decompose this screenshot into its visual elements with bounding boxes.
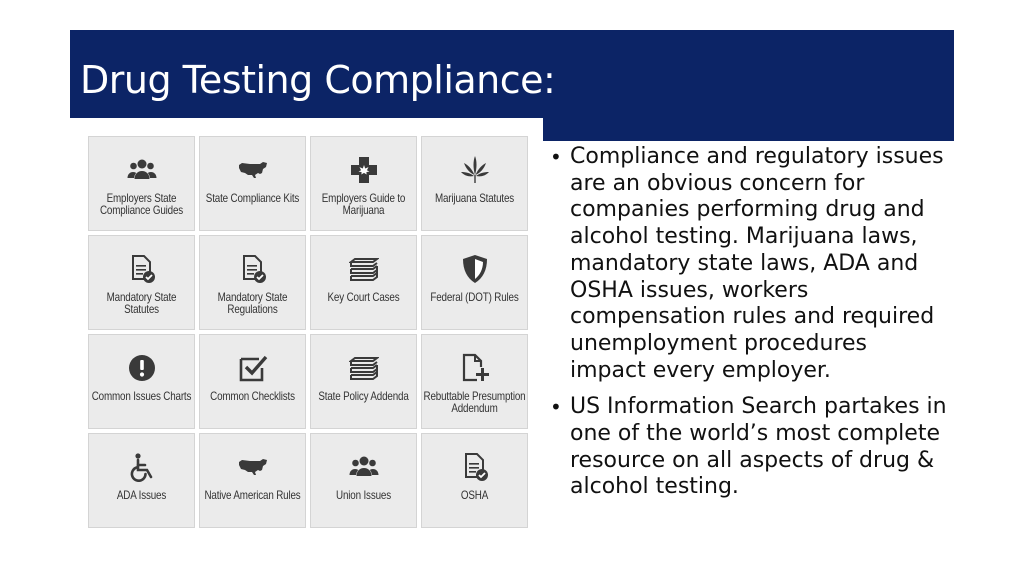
- document-check-icon: [238, 254, 268, 284]
- tile-label: Common Issues Charts: [91, 389, 192, 403]
- bullet-text: US Information Search partakes in one of the world’s most complete resource on all aspects of drug & alcohol testing.: [570, 394, 947, 500]
- bullet-list: [548, 144, 948, 511]
- tile-state-policy-addenda[interactable]: [310, 334, 417, 429]
- users-icon: [349, 452, 379, 482]
- usa-map-icon: [238, 155, 268, 185]
- tile-label: ADA Issues: [116, 488, 167, 502]
- bullet-text: Compliance and regulatory issues are an obvious concern for companies performing drug and alcohol testing. Marijuana laws, mandatory state laws, ADA and OSHA issues, workers compensation rules and required unemployment procedures impact every employer.: [570, 144, 944, 383]
- document-check-icon: [127, 254, 157, 284]
- resource-tile-grid: [88, 136, 530, 529]
- tile-label: OSHA: [460, 488, 489, 502]
- document-plus-icon: [460, 353, 490, 383]
- tile-label: Key Court Cases: [327, 290, 400, 304]
- tile-common-checklists[interactable]: [199, 334, 306, 429]
- tile-marijuana-statutes[interactable]: [421, 136, 528, 231]
- tile-label: State Policy Addenda: [318, 389, 409, 403]
- tile-label: Mandatory State Statutes: [106, 290, 177, 316]
- bullet-dot: •: [550, 395, 562, 420]
- usa-map-icon: [238, 452, 268, 482]
- bullet-dot: •: [550, 145, 562, 169]
- books-icon: [349, 254, 379, 284]
- bullet-item: [548, 144, 948, 384]
- tile-native-american-rules[interactable]: [199, 433, 306, 528]
- tile-key-court-cases[interactable]: [310, 235, 417, 330]
- tile-mandatory-state-regulations[interactable]: [199, 235, 306, 330]
- tile-employers-state-compliance-guides[interactable]: [88, 136, 195, 231]
- tile-label: Common Checklists: [210, 389, 295, 403]
- tile-osha[interactable]: [421, 433, 528, 528]
- users-icon: [127, 155, 157, 185]
- page-title: Drug Testing Compliance:: [80, 58, 556, 102]
- tile-union-issues[interactable]: [310, 433, 417, 528]
- tile-label: Union Issues: [336, 488, 391, 502]
- tile-employers-guide-to-marijuana[interactable]: [310, 136, 417, 231]
- tile-label: State Compliance Kits: [205, 191, 300, 205]
- checkbox-icon: [238, 353, 268, 383]
- tile-rebuttable-presumption-addendum[interactable]: [421, 334, 528, 429]
- books-icon: [349, 353, 379, 383]
- tile-ada-issues[interactable]: [88, 433, 195, 528]
- tile-label: Marijuana Statutes: [434, 191, 515, 205]
- shield-icon: [460, 254, 490, 284]
- wheelchair-icon: [127, 452, 157, 482]
- tile-label: Employers State Compliance Guides: [99, 191, 184, 217]
- tile-common-issues-charts[interactable]: [88, 334, 195, 429]
- tile-label: Mandatory State Regulations: [217, 290, 288, 316]
- document-check-icon: [460, 452, 490, 482]
- tile-label: Rebuttable Presumption Addendum: [423, 389, 526, 415]
- medical-cross-icon: [349, 155, 379, 185]
- tile-label: Employers Guide to Marijuana: [321, 191, 406, 217]
- tile-mandatory-state-statutes[interactable]: [88, 235, 195, 330]
- tile-federal-dot-rules[interactable]: [421, 235, 528, 330]
- tile-label: Native American Rules: [204, 488, 301, 502]
- tile-state-compliance-kits[interactable]: [199, 136, 306, 231]
- tile-label: Federal (DOT) Rules: [430, 290, 519, 304]
- bullet-item: [548, 394, 948, 501]
- cannabis-leaf-icon: [460, 155, 490, 185]
- exclamation-circle-icon: [127, 353, 157, 383]
